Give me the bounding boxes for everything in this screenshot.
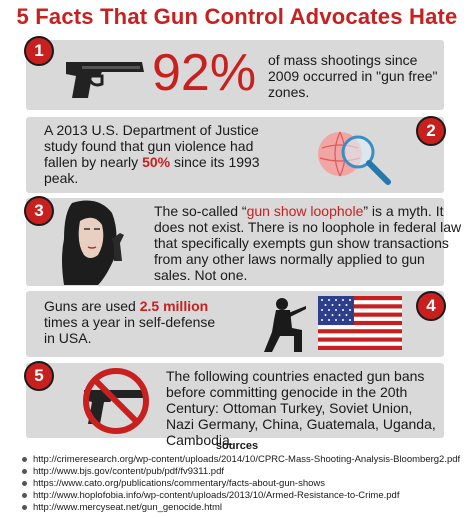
fact-2-highlight: 50%: [142, 154, 171, 170]
fact-1-line-1: of mass shootings since: [268, 52, 418, 68]
fact-number-badge-5: 5: [24, 361, 54, 391]
fact-5-line-3: Century: Ottoman Turkey, Soviet Union,: [166, 400, 413, 416]
fact-4-line-2: times a year in self-defense: [44, 314, 216, 330]
magnifying-glass-globe-icon: [316, 124, 398, 190]
us-flag-icon: [318, 296, 402, 350]
fact-4-highlight: 2.5 million: [139, 298, 209, 314]
source-link[interactable]: http://crimeresearch.org/wp-content/uploads/2014/10/CPRC-Mass-Shooting-Analysis-Bloomberg2.pdf: [22, 454, 472, 466]
fact-4-line-1: Guns are used 2.5 million: [44, 298, 209, 314]
fact-3-line-2: does not exist. There is no loophole in federal law: [154, 219, 462, 235]
bullet-icon: [22, 481, 27, 486]
bullet-icon: [22, 505, 27, 510]
fact-1-stat: 92%: [152, 44, 257, 102]
fact-5-line-1: The following countries enacted gun bans: [166, 368, 425, 384]
source-link[interactable]: http://www.bjs.gov/content/pub/pdf/fv9311.pdf: [22, 466, 472, 478]
bullet-icon: [22, 469, 27, 474]
fact-number-badge-2: 2: [416, 116, 446, 146]
fact-1-line-2: 2009 occurred in "gun free": [268, 68, 438, 84]
fact-3-line-3: that specifically exempts gun show transactions: [154, 235, 449, 251]
fact-number-badge-3: 3: [24, 196, 54, 226]
fact-5-line-4: Nazi Germany, China, Guatemala, Uganda,: [166, 416, 436, 432]
fact-number-badge-4: 4: [416, 291, 446, 321]
fact-3-line-4: from any other laws normally applied to gun: [154, 251, 425, 267]
fact-2-line-4: peak.: [44, 170, 79, 186]
fact-2-line-1: A 2013 U.S. Department of Justice: [44, 122, 259, 138]
source-link[interactable]: https://www.cato.org/publications/commentary/facts-about-gun-shows: [22, 478, 472, 490]
fact-3-line-5: sales. Not one.: [154, 267, 248, 283]
fact-2-line-3: fallen by nearly 50% since its 1993: [44, 154, 260, 170]
no-guns-icon: [76, 366, 154, 436]
source-link[interactable]: http://www.mercyseat.net/gun_genocide.html: [22, 502, 472, 514]
fact-4-line-3: in USA.: [44, 330, 92, 346]
fact-3-line-1: The so-called “gun show loophole” is a myth. It: [154, 203, 444, 219]
fact-5-line-2: before committing genocide in the 20th: [166, 384, 408, 400]
fact-5-line-5: Cambodia.: [166, 432, 234, 448]
sources-heading: sources: [215, 440, 259, 452]
source-link[interactable]: http://www.hoplofobia.info/wp-content/uploads/2013/10/Armed-Resistance-to-Crime.pdf: [22, 490, 472, 502]
bullet-icon: [22, 457, 27, 462]
fact-1-line-3: zones.: [268, 84, 310, 100]
fact-number-badge-1: 1: [24, 36, 54, 66]
woman-with-gun-icon: [58, 199, 136, 285]
fact-3-highlight: gun show loophole: [246, 203, 364, 219]
handgun-icon: [62, 54, 148, 100]
bullet-icon: [22, 493, 27, 498]
kneeling-soldier-icon: [262, 296, 306, 354]
page-title: 5 Facts That Gun Control Advocates Hate: [16, 4, 458, 29]
fact-2-line-2: study found that gun violence had: [44, 138, 254, 154]
